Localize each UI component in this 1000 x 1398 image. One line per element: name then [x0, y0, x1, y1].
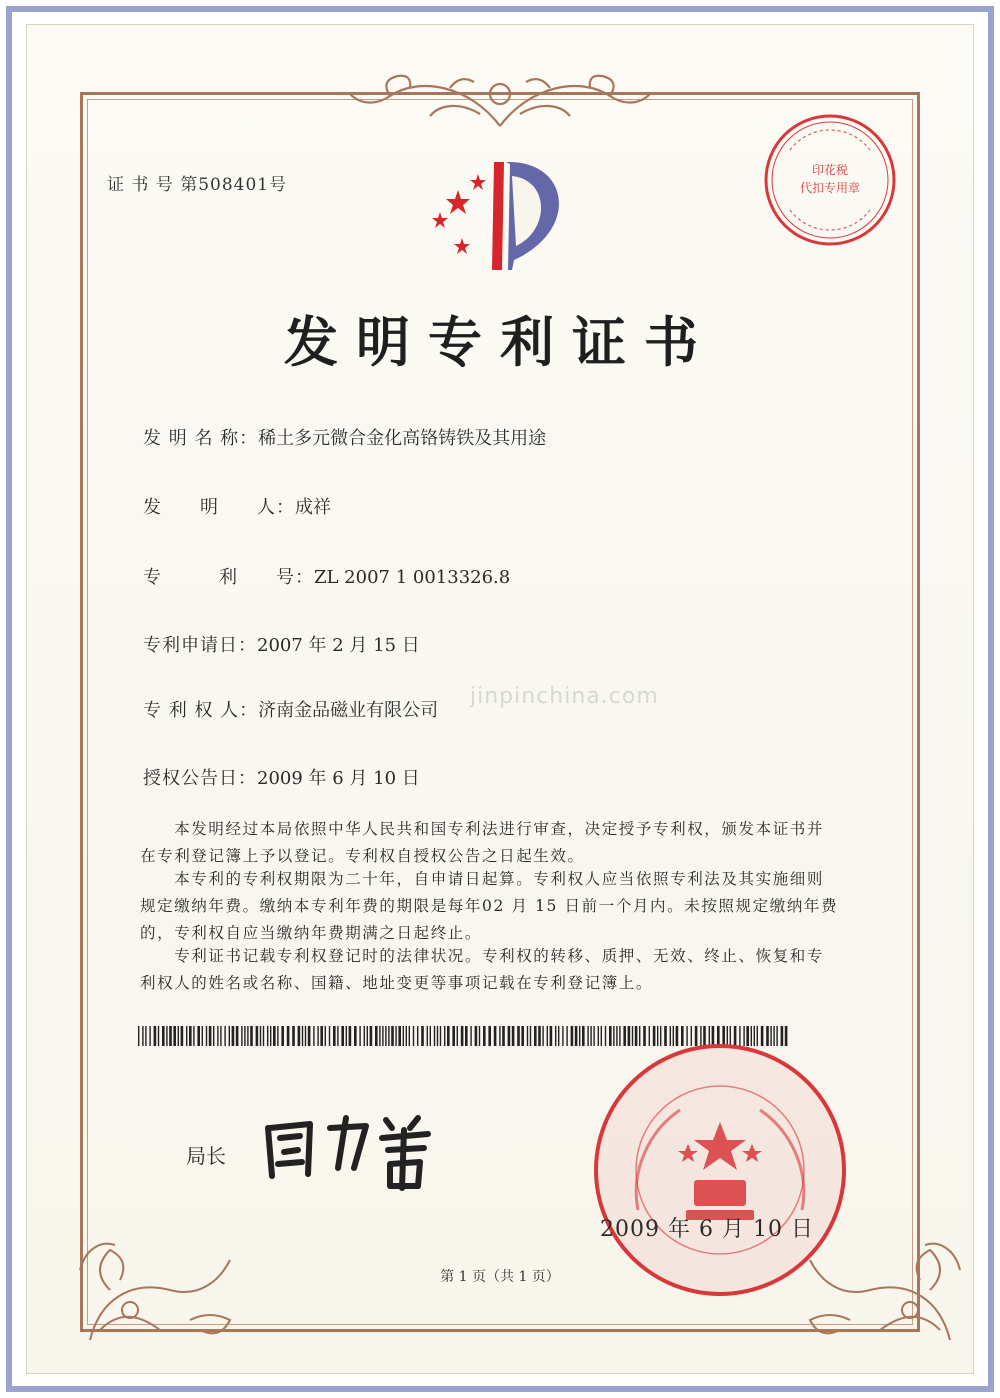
- page-number: 第 1 页（共 1 页）: [440, 1269, 560, 1285]
- barcode-bar: [209, 1026, 212, 1046]
- field-label: 发 明 人：: [143, 497, 295, 518]
- field-label: 专利申请日：: [143, 635, 257, 656]
- barcode-bar: [508, 1026, 511, 1046]
- star-icon: [446, 190, 470, 214]
- barcode-bar: [302, 1026, 303, 1046]
- barcode-bar: [154, 1026, 157, 1046]
- field-value: 成祥: [295, 497, 331, 518]
- barcode-bar: [162, 1026, 165, 1046]
- barcode-bar: [346, 1026, 347, 1046]
- barcode-bar: [241, 1026, 242, 1046]
- barcode-bar: [534, 1026, 537, 1046]
- barcode-bar: [538, 1026, 541, 1046]
- barcode-bar: [281, 1026, 284, 1046]
- seal-date: 2009 年 6 月 10 日: [600, 1217, 814, 1242]
- barcode-bar: [354, 1026, 357, 1046]
- barcode-bar: [320, 1026, 323, 1046]
- field-value: 稀土多元微合金化高铬铸铁及其用途: [258, 428, 547, 449]
- svg-text:代扣专用章: 代扣专用章: [799, 181, 861, 195]
- barcode-bar: [470, 1026, 471, 1046]
- barcode-bar: [287, 1026, 290, 1046]
- national-ip-office-seal: [590, 1040, 850, 1300]
- barcode-bar: [213, 1026, 214, 1046]
- barcode-bar: [308, 1026, 311, 1046]
- barcode-bar: [229, 1026, 230, 1046]
- certificate-number: 证 书 号 第508401号: [107, 175, 288, 195]
- svg-text:印花税: 印花税: [811, 163, 849, 177]
- tax-stamp-seal: [760, 110, 900, 250]
- barcode-bar: [521, 1026, 524, 1046]
- barcode-bar: [217, 1026, 218, 1046]
- barcode-bar: [444, 1026, 445, 1046]
- barcode-bar: [244, 1026, 245, 1046]
- barcode-bar: [232, 1026, 235, 1046]
- barcode-bar: [494, 1026, 497, 1046]
- field-application-date: [143, 631, 420, 657]
- barcode-bar: [558, 1026, 559, 1046]
- barcode-bar: [359, 1026, 360, 1046]
- barcode-bar: [575, 1026, 578, 1046]
- barcode-bar: [465, 1026, 468, 1046]
- patent-office-logo: [420, 150, 590, 280]
- barcode-bar: [193, 1026, 194, 1046]
- paragraph-1: 本发明经过本局依照中华人民共和国专利法进行审查，决定授予专利权，颁发本证书并在专利登记簿上予以登记。专利权自授权公告之日起生效。: [140, 820, 825, 865]
- barcode-bar: [270, 1026, 271, 1046]
- barcode-bar: [298, 1026, 301, 1046]
- field-value: 2009 年 6 月 10 日: [257, 768, 420, 789]
- barcode-bar: [382, 1026, 383, 1046]
- barcode-bar: [530, 1026, 531, 1046]
- barcode-bar: [173, 1026, 176, 1046]
- barcode-bar: [197, 1026, 200, 1046]
- barcode-bar: [499, 1026, 500, 1046]
- star-icon: [470, 174, 486, 190]
- barcode-bar: [364, 1026, 365, 1046]
- barcode-bar: [149, 1026, 150, 1046]
- barcode-bar: [417, 1026, 418, 1046]
- field-value: 济南金品磁业有限公司: [258, 700, 439, 721]
- barcode-bar: [385, 1026, 386, 1046]
- barcode-bar: [329, 1026, 330, 1046]
- barcode-bar: [582, 1026, 585, 1046]
- barcode-bar: [457, 1026, 458, 1046]
- barcode-bar: [202, 1026, 203, 1046]
- barcode-bar: [247, 1026, 248, 1046]
- barcode-bar: [427, 1026, 428, 1046]
- barcode-bar: [263, 1026, 264, 1046]
- barcode-bar: [292, 1026, 295, 1046]
- barcode-bar: [579, 1026, 580, 1046]
- barcode-bar: [555, 1026, 556, 1046]
- barcode-bar: [379, 1026, 380, 1046]
- field-inventor: [143, 493, 331, 519]
- barcode-bar: [313, 1026, 314, 1046]
- watermark: jinpinchina.com: [470, 684, 659, 709]
- star-icon: [432, 212, 448, 228]
- barcode-bar: [333, 1026, 336, 1046]
- barcode-bar: [138, 1026, 139, 1046]
- field-patentee: [143, 696, 438, 722]
- barcode-bar: [437, 1026, 438, 1046]
- field-grant-date: [143, 764, 420, 790]
- barcode-bar: [413, 1026, 414, 1046]
- field-label: 专 利 号：: [143, 567, 314, 588]
- barcode-bar: [388, 1026, 389, 1046]
- barcode-bar: [542, 1026, 543, 1046]
- barcode-bar: [406, 1026, 407, 1046]
- field-patent-number: [143, 563, 510, 589]
- barcode-bar: [250, 1026, 253, 1046]
- barcode-bar: [169, 1026, 172, 1046]
- barcode-bar: [349, 1026, 352, 1046]
- field-value: 2007 年 2 月 15 日: [257, 635, 420, 656]
- barcode-bar: [517, 1026, 520, 1046]
- barcode-bar: [512, 1026, 515, 1046]
- barcode-bar: [440, 1026, 441, 1046]
- barcode-bar: [325, 1026, 326, 1046]
- barcode-bar: [341, 1026, 344, 1046]
- barcode-bar: [562, 1026, 563, 1046]
- barcode-bar: [186, 1026, 187, 1046]
- barcode-bar: [145, 1026, 146, 1046]
- top-ornament: [330, 66, 670, 136]
- barcode-bar: [220, 1026, 221, 1046]
- barcode-bar: [421, 1026, 424, 1046]
- field-value: ZL 2007 1 0013326.8: [314, 567, 511, 588]
- field-label: 专 利 权 人：: [143, 700, 259, 721]
- field-label: 发 明 名 称：: [143, 428, 259, 449]
- barcode-bar: [206, 1026, 207, 1046]
- barcode-bar: [461, 1026, 464, 1046]
- barcode-bar: [181, 1026, 184, 1046]
- barcode-bar: [447, 1026, 450, 1046]
- director-label: 局长: [186, 1144, 226, 1168]
- barcode-bar: [277, 1026, 278, 1046]
- barcode-bar: [305, 1026, 306, 1046]
- barcode-bar: [317, 1026, 318, 1046]
- barcode-bar: [571, 1026, 574, 1046]
- field-invention-name: [143, 424, 546, 450]
- certificate-title: 发明专利证书: [284, 310, 716, 374]
- barcode-bar: [337, 1026, 338, 1046]
- barcode-bar: [483, 1026, 486, 1046]
- barcode-bar: [260, 1026, 261, 1046]
- barcode-bar: [367, 1026, 368, 1046]
- star-icon: [454, 238, 470, 254]
- barcode-bar: [236, 1026, 239, 1046]
- barcode-bar: [527, 1026, 528, 1046]
- director-signature: [258, 1098, 448, 1198]
- barcode-bar: [178, 1026, 179, 1046]
- barcode-bar: [488, 1026, 491, 1046]
- barcode-bar: [267, 1026, 268, 1046]
- paragraph-2: 本专利的专利权期限为二十年，自申请日起算。专利权人应当依照专利法及其实施细则规定缴纳年费。缴纳本专利年费的期限是每年02 月 15 日前一个月内。未按照规定缴纳年费的，专利权自应当缴纳年费期满之日起终止。: [140, 870, 839, 942]
- barcode-bar: [409, 1026, 410, 1046]
- barcode-bar: [550, 1026, 553, 1046]
- barcode-bar: [398, 1026, 401, 1046]
- barcode-bar: [587, 1026, 588, 1046]
- barcode-bar: [158, 1026, 159, 1046]
- barcode-bar: [395, 1026, 396, 1046]
- barcode-bar: [370, 1026, 373, 1046]
- barcode-bar: [434, 1026, 435, 1046]
- paragraph-3: 专利证书记载专利权登记时的法律状况。专利权的转移、质押、无效、终止、恢复和专利权人的姓名或名称、国籍、地址变更等事项记载在专利登记簿上。: [140, 947, 825, 992]
- barcode-bar: [479, 1026, 480, 1046]
- barcode-bar: [430, 1026, 431, 1046]
- barcode-bar: [475, 1026, 478, 1046]
- barcode-bar: [189, 1026, 192, 1046]
- barcode-bar: [166, 1026, 167, 1046]
- barcode-bar: [375, 1026, 378, 1046]
- barcode-bar: [142, 1026, 143, 1046]
- barcode-bar: [224, 1026, 225, 1046]
- field-label: 授权公告日：: [143, 768, 257, 789]
- barcode-bar: [273, 1026, 276, 1046]
- barcode-bar: [391, 1026, 394, 1046]
- barcode-bar: [256, 1026, 259, 1046]
- barcode-bar: [502, 1026, 505, 1046]
- barcode-bar: [547, 1026, 548, 1046]
- barcode-bar: [403, 1026, 404, 1046]
- barcode-bar: [566, 1026, 567, 1046]
- barcode-bar: [452, 1026, 455, 1046]
